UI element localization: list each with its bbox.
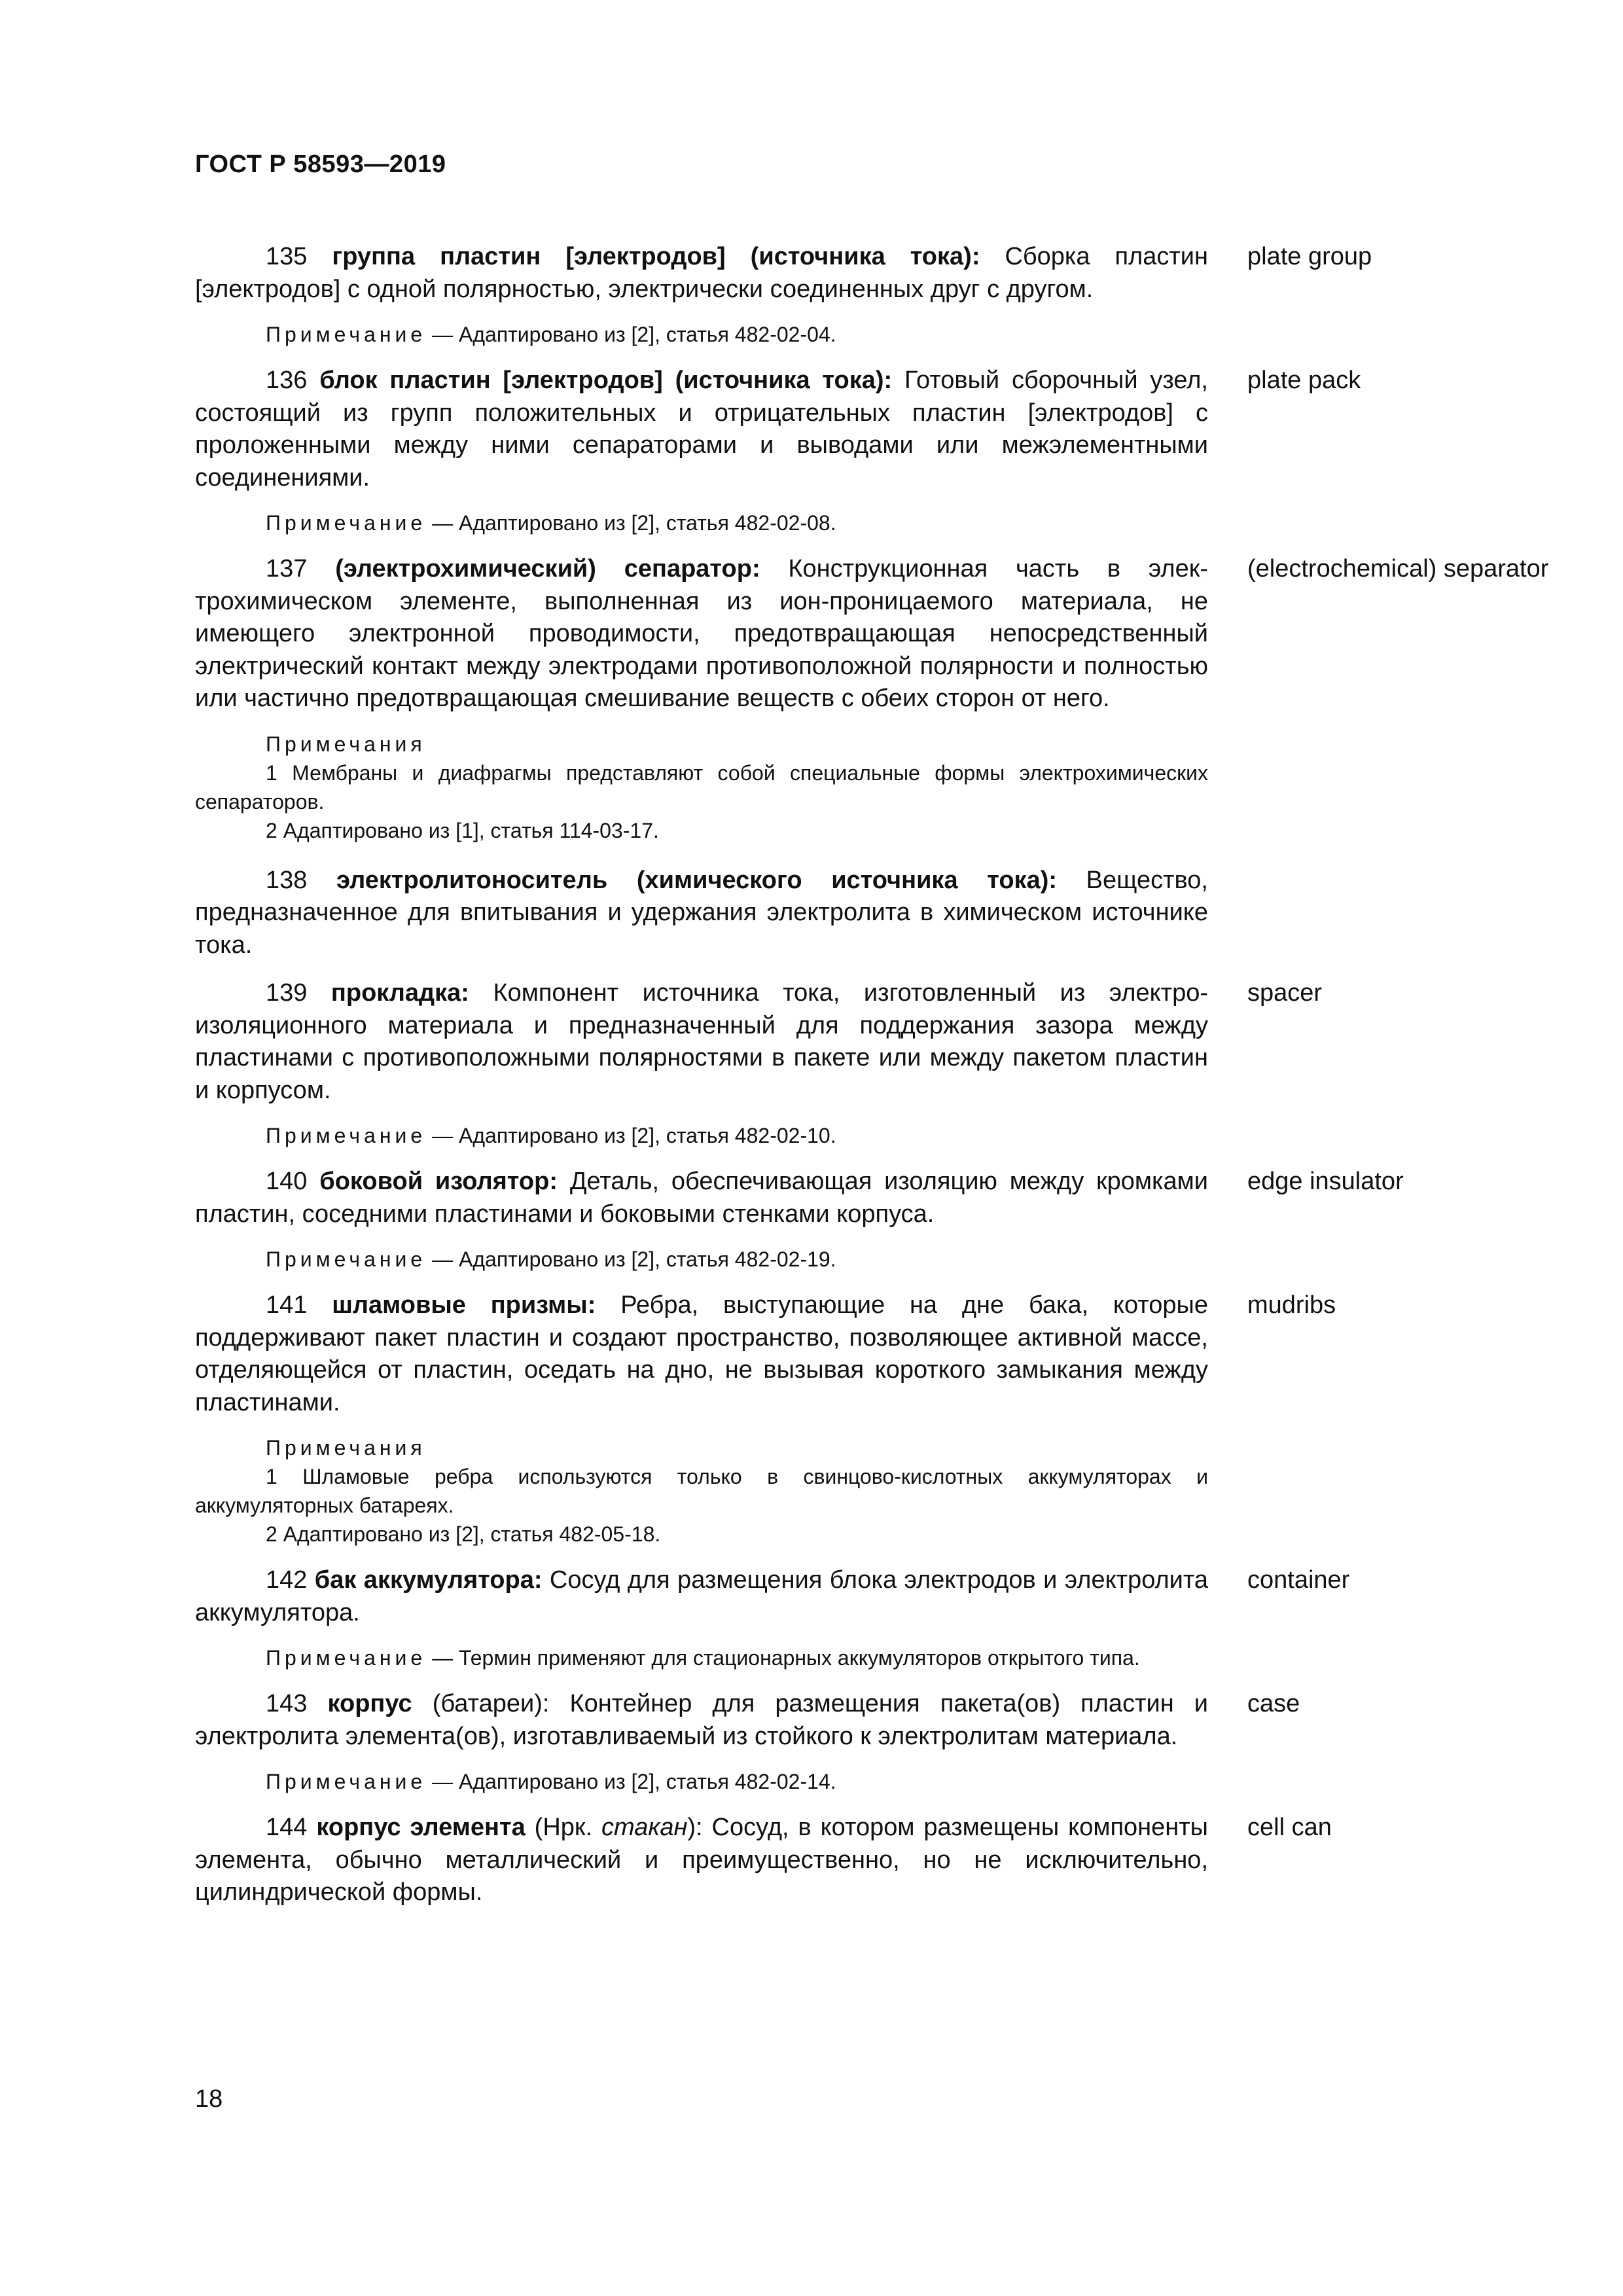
term-deprecated: стакан bbox=[601, 1814, 688, 1841]
definition-text: 135 bbox=[266, 243, 332, 270]
english-equivalent: cell can bbox=[1247, 1814, 1332, 1841]
definition-text: Ребра, выступающие на дне бака, которые поддерживают пакет пластин и создают пространство, позволяющее активной массе, отделяющейся от пластин, оседать на дно, не вызывая короткого замыкания между пластинами. bbox=[195, 1291, 1208, 1416]
term-definition bbox=[195, 1166, 1208, 1230]
term-definition bbox=[195, 1812, 1208, 1909]
note-text: — Адаптировано из [2], статья 482-02-10. bbox=[426, 1124, 836, 1147]
definition-text: Компонент источника тока, изготовленный из электроизоляционного материала и предназначенный для поддержания зазора между пластинами с противоположными полярностями в пакете или между пакетом пластин и корпусом. bbox=[195, 979, 1209, 1104]
notes-block bbox=[195, 1433, 1622, 1549]
english-equivalent: plate group bbox=[1247, 243, 1372, 270]
term-entry-144 bbox=[195, 1812, 1622, 1909]
english-equivalent: case bbox=[1247, 1690, 1300, 1717]
term-name: корпус bbox=[327, 1690, 412, 1717]
notes-block bbox=[195, 730, 1622, 845]
term-definition bbox=[195, 977, 1208, 1107]
term-definition bbox=[195, 1564, 1208, 1629]
term-name: электролитоноситель (химического источника тока): bbox=[336, 866, 1058, 894]
definition-text: Сборка пластин [электродов] с одной полярностью, электрически соединенных друг с другом. bbox=[195, 243, 1209, 303]
note bbox=[195, 1245, 1208, 1274]
note-text: — Адаптировано из [2], статья 482-02-08. bbox=[426, 511, 836, 535]
note-item: 2 Адаптировано из [1], статья 114-03-17. bbox=[266, 818, 659, 842]
note-item: 1 Шламовые ребра используются только в свинцово-кислотных аккумуляторах и аккумуляторных батареях. bbox=[195, 1465, 1208, 1517]
definition-text: 143 bbox=[266, 1690, 328, 1717]
note-item: 2 Адаптировано из [2], статья 482-05-18. bbox=[266, 1522, 661, 1546]
definition-text: Конструкционная часть в электрохимическом элементе, выполненная из ион-проницаемого материала, не имеющего электронной проводимости, предотвращающая непосредственный электрический контакт между электродами противоположной полярности и полностью или частично предотвращающая смешивание веществ с обеих сторон от него. bbox=[195, 555, 1209, 712]
definition-text: 138 bbox=[266, 866, 337, 894]
definition-text: ): Сосуд, в котором размещены компоненты элемента, обычно металлический и преимущественно, но не исключительно, цилиндрической формы. bbox=[195, 1814, 1208, 1906]
term-name: шламовые призмы: bbox=[332, 1291, 596, 1319]
note-text: — Адаптировано из [2], статья 482-02-14. bbox=[426, 1770, 836, 1793]
notes-label: Примечания bbox=[266, 1436, 426, 1460]
definition-text: 141 bbox=[266, 1291, 332, 1319]
english-equivalent: spacer bbox=[1247, 979, 1323, 1007]
note-text: — Адаптировано из [2], статья 482-02-04. bbox=[426, 323, 836, 346]
term-name: прокладка: bbox=[330, 979, 469, 1007]
term-entry-143 bbox=[195, 1688, 1622, 1796]
term-entry-138 bbox=[195, 865, 1622, 962]
note bbox=[195, 320, 1208, 349]
note-label: Примечание bbox=[266, 1770, 427, 1793]
definition-text: 140 bbox=[266, 1168, 320, 1195]
english-equivalent: edge insulator bbox=[1247, 1168, 1404, 1195]
term-entry-135 bbox=[195, 241, 1622, 349]
english-equivalent: container bbox=[1247, 1566, 1350, 1594]
term-definition bbox=[195, 553, 1208, 715]
definition-text: 142 bbox=[266, 1566, 315, 1594]
term-name: корпус элемента bbox=[316, 1814, 526, 1841]
term-entry-140 bbox=[195, 1166, 1622, 1274]
term-definition bbox=[195, 865, 1208, 962]
note bbox=[195, 509, 1208, 537]
notes-label: Примечания bbox=[266, 732, 426, 756]
term-entry-141 bbox=[195, 1289, 1622, 1549]
term-name: боковой изолятор: bbox=[319, 1168, 558, 1195]
term-name: блок пластин [электродов] (источника тока): bbox=[319, 367, 893, 394]
term-definition bbox=[195, 241, 1208, 306]
term-definition bbox=[195, 1289, 1208, 1419]
english-equivalent: plate pack bbox=[1247, 367, 1361, 394]
note bbox=[195, 1643, 1208, 1672]
standard-header: ГОСТ Р 58593—2019 bbox=[195, 151, 446, 178]
note-label: Примечание bbox=[266, 323, 427, 346]
definition-text: Сосуд для размещения блока электродов и электролита аккумулятора. bbox=[195, 1566, 1208, 1626]
term-entry-139 bbox=[195, 977, 1622, 1150]
note-label: Примечание bbox=[266, 1646, 427, 1670]
note-text: — Термин применяют для стационарных аккумуляторов открытого типа. bbox=[426, 1646, 1140, 1670]
english-equivalent: (electrochemical) separator bbox=[1247, 555, 1549, 583]
note-label: Примечание bbox=[266, 1247, 427, 1271]
terms-list bbox=[195, 241, 1622, 1909]
definition-text: 136 bbox=[266, 367, 320, 394]
term-definition bbox=[195, 1688, 1208, 1753]
term-definition bbox=[195, 365, 1208, 494]
definition-text: 144 bbox=[266, 1814, 317, 1841]
definition-text: Вещество, предназначенное для впитывания и удержания электролита в химическом источнике тока. bbox=[195, 866, 1208, 959]
term-entry-136 bbox=[195, 365, 1622, 537]
term-name: группа пластин [электродов] (источника тока): bbox=[332, 243, 980, 270]
definition-text: 137 bbox=[266, 555, 336, 583]
note bbox=[195, 1121, 1208, 1150]
term-entry-137 bbox=[195, 553, 1622, 845]
note-label: Примечание bbox=[266, 1124, 427, 1147]
note-text: — Адаптировано из [2], статья 482-02-19. bbox=[426, 1247, 836, 1271]
definition-text: (батареи): Контейнер для размещения пакета(ов) пластин и электролита элемента(ов), изготавливаемый из стойкого к электролитам материала. bbox=[195, 1690, 1208, 1750]
term-entry-142 bbox=[195, 1564, 1622, 1672]
definition-text: Деталь, обеспечивающая изоляцию между кромками пластин, соседними пластинами и боковыми стенками корпуса. bbox=[195, 1168, 1208, 1228]
definition-text: (Нрк. bbox=[525, 1814, 602, 1841]
english-equivalent: mudribs bbox=[1247, 1291, 1336, 1319]
note bbox=[195, 1767, 1208, 1796]
term-name: (электрохимический) сепаратор: bbox=[335, 555, 760, 583]
page-number: 18 bbox=[195, 2085, 223, 2113]
definition-text: 139 bbox=[266, 979, 331, 1007]
note-item: 1 Мембраны и диафрагмы представляют собой специальные формы электрохимических сепараторов. bbox=[195, 761, 1208, 814]
note-label: Примечание bbox=[266, 511, 427, 535]
definition-text: Готовый сборочный узел, состоящий из групп положительных и отрицательных пластин [электродов] с проложенными между ними сепараторами и выводами или межэлементными соединениями. bbox=[195, 367, 1208, 492]
term-name: бак аккумулятора: bbox=[314, 1566, 543, 1594]
